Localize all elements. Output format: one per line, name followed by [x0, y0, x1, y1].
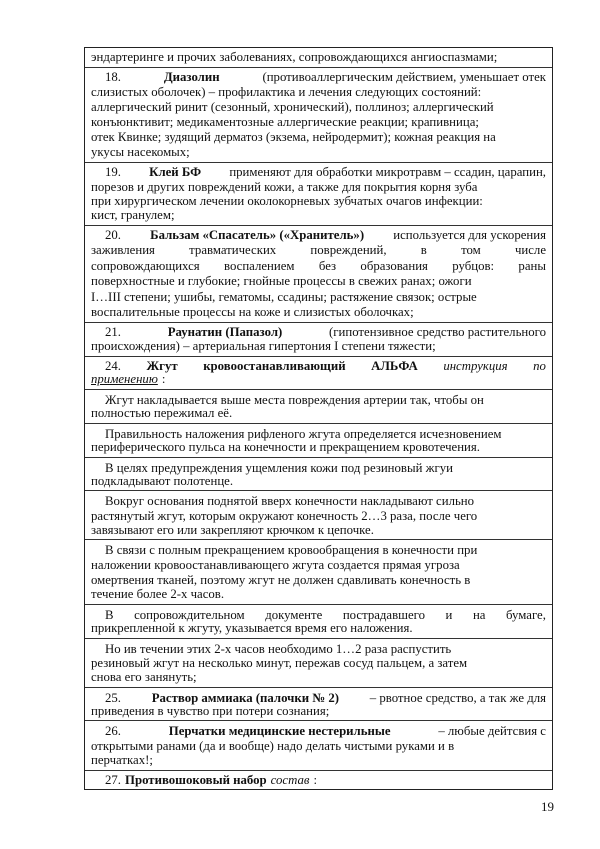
text-line [91, 559, 546, 572]
text-line [91, 705, 546, 718]
text-run: сопровождающихся [91, 258, 200, 273]
text-run: аллергический ринит (сезонный, хронический), поллиноз; аллергический [91, 100, 494, 115]
text-run: – рвотное средство, а так же для [369, 690, 546, 705]
text-line [91, 671, 546, 684]
text-line [91, 360, 546, 373]
table-row [85, 226, 552, 323]
text-line [91, 166, 546, 179]
text-line [91, 195, 546, 208]
text-line [91, 725, 546, 738]
text-line [91, 275, 546, 288]
text-run: прикрепленной к жгуту, указывается время его наложения. [91, 620, 413, 635]
text-run: документе [265, 608, 323, 623]
text-run: и [445, 608, 453, 623]
table-row [85, 357, 552, 390]
text-run: периферического пульса на конечности и прекращением кровотечения. [91, 440, 480, 455]
text-line [91, 326, 546, 339]
text-run: наложении кровоостанавливающего жгута создается прямая угроза [91, 558, 460, 573]
text-run: (противоаллергическим действием, уменьшает отек [262, 70, 546, 85]
text-run: В целях предупреждения ущемления кожи под резиновый жгуи [105, 460, 453, 475]
text-run: укусы насекомых; [91, 145, 190, 160]
document-table [84, 47, 553, 790]
text-run: открытыми ранами (да и вообще) надо делать чистыми руками и в [91, 738, 455, 753]
text-run: поверхностные и глубокие; гнойные процессы в свежих ранах; ожоги [91, 274, 472, 289]
text-run: применению [91, 372, 158, 387]
text-run: приведения в чувство при потери сознания; [91, 703, 330, 718]
text-run: инструкция [443, 358, 508, 373]
table-row [85, 688, 552, 722]
text-line [91, 306, 546, 319]
text-line [91, 774, 546, 787]
text-line [91, 544, 546, 557]
table-row [85, 721, 552, 771]
text-run: 18. [105, 70, 121, 85]
text-run: : [161, 372, 166, 387]
table-row [85, 605, 552, 639]
text-run: 27. [105, 773, 121, 788]
text-run: травматических [189, 243, 277, 258]
text-run: сопровождительном [134, 608, 245, 623]
bold-term: Бальзам «Спасатель» («Хранитель») [150, 228, 365, 243]
text-line [91, 441, 546, 454]
text-run: 19. [105, 165, 121, 180]
text-run: течение более 2-х часов. [91, 587, 225, 602]
text-run: при хирургическом лечении околокорневых зубчатых очагов инфекции: [91, 193, 483, 208]
text-run: омертвения тканей, поэтому жгут не должен сдавливать конечность в [91, 572, 471, 587]
text-run: кист, гранулем; [91, 208, 175, 223]
bold-term: Раствор аммиака (палочки № 2) [151, 690, 340, 705]
text-line [91, 643, 546, 656]
text-run: воспалительные процессы на коже и слизистых оболочках; [91, 305, 414, 320]
table-row [85, 390, 552, 424]
text-line [91, 754, 546, 767]
text-run: Но ив течении этих 2-х часов необходимо 1…2 раза распустить [105, 641, 452, 656]
text-run: происхождения) – артериальная гипертония I степени тяжести; [91, 339, 436, 354]
text-line [91, 692, 546, 705]
text-run: (гипотензивное средство растительного [329, 324, 546, 339]
text-line [91, 407, 546, 420]
text-line [91, 260, 546, 273]
text-run: В [105, 608, 114, 623]
text-line [91, 51, 546, 64]
bold-term: АЛЬФА [371, 358, 418, 373]
text-run: Вокруг основания поднятой вверх конечности накладывают сильно [105, 494, 475, 509]
text-line [91, 373, 546, 386]
text-run: растянутый жгут, которым окружают конечность 2…3 раза, после чего [91, 508, 478, 523]
text-run: снова его занянуть; [91, 669, 197, 684]
table-row [85, 68, 552, 163]
text-run: Жгут накладывается выше места повреждения артерии так, чтобы он [105, 393, 484, 408]
text-run: подкладывают полотенце. [91, 473, 234, 488]
text-run: 25. [105, 690, 121, 705]
bold-term: кровоостанавливающий [203, 358, 346, 373]
table-row [85, 48, 552, 68]
text-line [91, 524, 546, 537]
text-run: воспалением [223, 258, 295, 273]
text-line [91, 146, 546, 159]
text-run: 21. [105, 324, 121, 339]
text-run: порезов и других повреждений кожи, а также для покрытия корня зуба [91, 179, 478, 194]
text-run: используется для ускорения [393, 228, 546, 243]
text-run: 26. [105, 724, 121, 739]
text-run: завязывают его или закрепляют крючком к цепочке. [91, 522, 374, 537]
table-row [85, 323, 552, 357]
bold-term: Перчатки медицинские нестерильные [168, 724, 391, 739]
text-run: – любые дейтсвия с [438, 724, 546, 739]
text-line [91, 181, 546, 194]
page-number: 19 [541, 799, 554, 814]
table-row [85, 163, 552, 226]
text-run: слизистых оболочек) – профилактика и лечения следующих состояний: [91, 85, 482, 100]
table-row [85, 458, 552, 492]
text-run: конъюнктивит; медикаментозные аллергические реакции; крапивница; [91, 115, 479, 130]
text-run: рубцов: [452, 258, 495, 273]
text-run: полностью пережимал её. [91, 406, 233, 421]
text-line [91, 71, 546, 84]
text-line [91, 229, 546, 242]
text-run: том [461, 243, 481, 258]
table-row [85, 639, 552, 688]
text-run: бумаге, [506, 608, 546, 623]
text-line [91, 622, 546, 635]
text-run: I…III степени; ушибы, гематомы, ссадины; растяжение связок; острые [91, 289, 477, 304]
text-run: заживления [91, 243, 155, 258]
text-run: 20. [105, 228, 121, 243]
text-run: состав [270, 773, 310, 788]
text-run: повреждений, [310, 243, 387, 258]
text-line [91, 574, 546, 587]
text-line [91, 657, 546, 670]
text-run: применяют для обработки микротравм – ссадин, царапин, [229, 165, 546, 180]
text-run: раны [518, 258, 546, 273]
text-line [91, 116, 546, 129]
text-run: : [313, 773, 318, 788]
table-row [85, 771, 552, 789]
text-run: отек Квинке; зудящий дерматоз (экзема, нейродермит); кожная реакция на [91, 130, 496, 145]
text-run: В связи с полным прекращением кровообращения в конечности при [105, 543, 478, 558]
text-run: в [420, 243, 427, 258]
text-run: по [533, 358, 546, 373]
bold-term: Клей БФ [149, 165, 202, 180]
text-line [91, 495, 546, 508]
text-run: числе [514, 243, 546, 258]
text-run: резиновый жгут на несколько минут, пережав сосуд пальцем, а затем [91, 655, 468, 670]
bold-term: Раунатин (Папазол) [167, 324, 283, 339]
table-row [85, 540, 552, 605]
text-run: пострадавшего [342, 608, 425, 623]
table-row [85, 424, 552, 458]
bold-term: Жгут [146, 358, 178, 373]
text-line [91, 244, 546, 257]
text-line [91, 340, 546, 353]
bold-term: Противошоковый набор [125, 773, 267, 788]
text-line [91, 394, 546, 407]
text-line [91, 209, 546, 222]
text-run: без [318, 258, 337, 273]
text-line [91, 86, 546, 99]
text-line [91, 462, 546, 475]
text-run: перчатках!; [91, 753, 153, 768]
table-row [85, 491, 552, 540]
text-line [91, 588, 546, 601]
bold-term: Диазолин [163, 70, 220, 85]
text-run: образования [360, 258, 428, 273]
text-line [91, 510, 546, 523]
text-run: Правильность наложения рифленого жгута определяется исчезновением [105, 427, 502, 442]
text-line [91, 740, 546, 753]
text-run: на [472, 608, 486, 623]
text-line [91, 475, 546, 488]
text-run: 24. [105, 358, 121, 373]
text-line [91, 131, 546, 144]
text-run: эндартеринге и прочих заболеваниях, сопровождающихся ангиоспазмами; [91, 50, 498, 64]
text-line [91, 291, 546, 304]
text-line [91, 101, 546, 114]
